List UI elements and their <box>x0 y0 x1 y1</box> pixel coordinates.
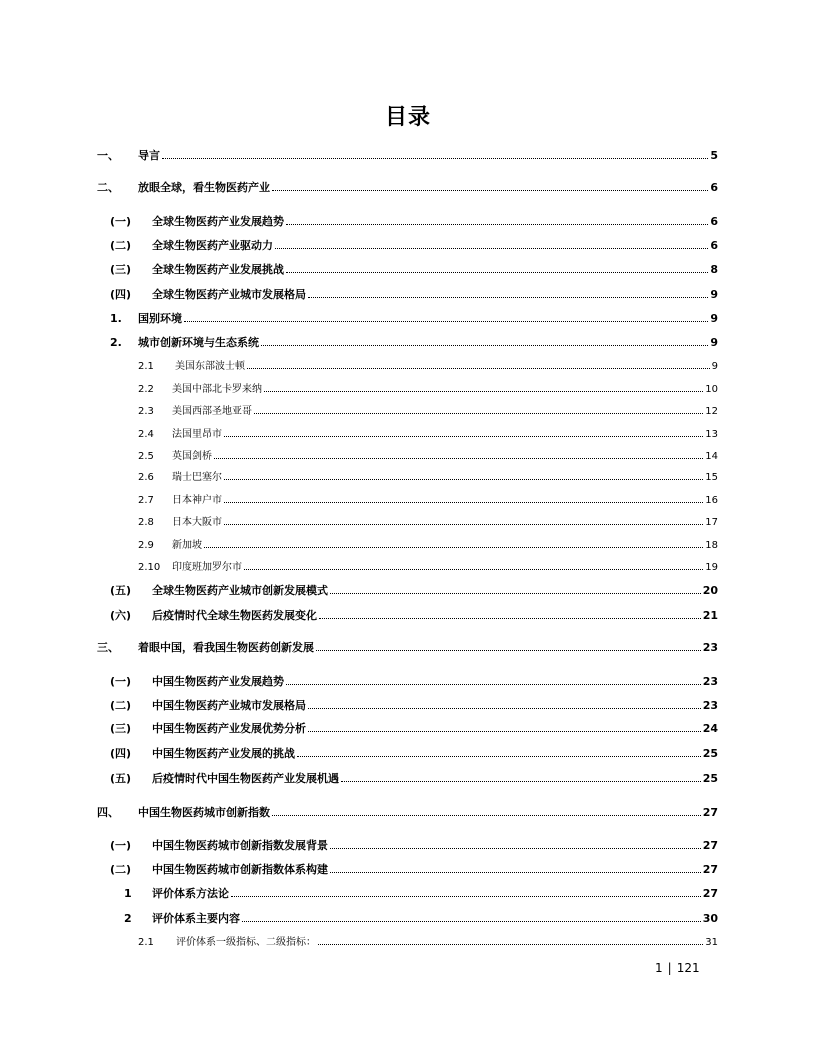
dot-leader <box>184 320 708 322</box>
toc-entry-label: 日本大阪市 <box>172 517 222 528</box>
dot-leader <box>242 920 701 922</box>
dot-leader <box>247 367 710 369</box>
dot-leader <box>319 617 701 619</box>
toc-entry[interactable] <box>0 261 816 279</box>
toc-entry-page: 10 <box>705 384 718 395</box>
toc-entry-label: 日本神户市 <box>172 495 222 506</box>
toc-entry-page: 27 <box>702 863 718 876</box>
toc-entry[interactable] <box>0 720 816 738</box>
toc-entry-number: 2.2 <box>138 384 154 395</box>
toc-entry-page: 8 <box>710 263 718 276</box>
toc-entry-page: 21 <box>702 609 718 622</box>
current-page-number: 1 <box>655 961 663 975</box>
toc-entry-page: 16 <box>705 495 718 506</box>
toc-entry-number: (三) <box>110 263 132 276</box>
toc-entry-number: (六) <box>110 609 132 622</box>
toc-entry[interactable] <box>0 770 816 788</box>
toc-entry-page: 14 <box>705 451 718 462</box>
toc-entry[interactable] <box>0 179 816 197</box>
toc-entry-label: 全球生物医药产业城市发展格局 <box>152 288 306 301</box>
toc-entry-label: 印度班加罗尔市 <box>172 562 242 573</box>
toc-entry-page: 27 <box>702 806 718 819</box>
toc-entry-page: 27 <box>702 887 718 900</box>
toc-entry-page: 18 <box>705 540 718 551</box>
toc-entry-label: 新加坡 <box>172 540 202 551</box>
toc-entry-number: (三) <box>110 722 132 735</box>
toc-entry-page: 23 <box>702 641 718 654</box>
toc-entry-page: 30 <box>702 912 718 925</box>
toc-entry-number: 2 <box>124 912 132 925</box>
toc-entry-page: 12 <box>705 406 718 417</box>
toc-entry-number: 2. <box>110 336 122 349</box>
toc-entry-number: 三、 <box>97 641 119 654</box>
dot-leader <box>261 344 708 346</box>
toc-entry-label: 着眼中国，看我国生物医药创新发展 <box>138 641 314 654</box>
dot-leader <box>318 943 703 945</box>
toc-entry[interactable] <box>0 804 816 822</box>
toc-entry-number: 2.4 <box>138 429 154 440</box>
toc-entry-label: 中国生物医药城市创新指数发展背景 <box>152 839 328 852</box>
toc-entry[interactable] <box>0 403 816 421</box>
toc-entry-page: 15 <box>705 472 718 483</box>
toc-entry-label: 瑞士巴塞尔 <box>172 472 222 483</box>
toc-entry[interactable] <box>0 448 816 466</box>
toc-entry-page: 9 <box>710 336 718 349</box>
dot-leader <box>297 755 701 757</box>
toc-entry[interactable] <box>0 469 816 487</box>
toc-entry-label: 中国生物医药城市创新指数 <box>138 806 270 819</box>
toc-entry[interactable] <box>0 639 816 657</box>
dot-leader <box>244 568 703 570</box>
dot-leader <box>272 189 708 191</box>
dot-leader <box>224 435 703 437</box>
page-separator: | <box>667 961 672 975</box>
toc-entry[interactable] <box>0 310 816 328</box>
toc-entry[interactable] <box>0 673 816 691</box>
toc-entry-label: 中国生物医药产业发展趋势 <box>152 675 284 688</box>
dot-leader <box>330 592 701 594</box>
toc-entry-number: 2.10 <box>138 562 161 573</box>
toc-entry-page: 17 <box>705 517 718 528</box>
toc-entry[interactable] <box>0 514 816 532</box>
toc-entry[interactable] <box>0 697 816 715</box>
toc-entry-label: 全球生物医药产业发展趋势 <box>152 215 284 228</box>
dot-leader <box>286 683 701 685</box>
toc-entry-number: 2.1 <box>138 361 154 372</box>
toc-entry-label: 全球生物医药产业驱动力 <box>152 239 273 252</box>
toc-entry-number: 一、 <box>97 149 119 162</box>
toc-entry-number: (一) <box>110 839 132 852</box>
toc-entry-number: (二) <box>110 863 132 876</box>
toc-entry-number: 2.9 <box>138 540 154 551</box>
toc-entry[interactable] <box>0 861 816 879</box>
toc-entry-page: 6 <box>710 239 718 252</box>
toc-entry-page: 19 <box>705 562 718 573</box>
page-title: 目录 <box>384 105 431 130</box>
toc-entry-number: 2.1 <box>138 937 154 948</box>
toc-entry-page: 24 <box>702 722 718 735</box>
toc-entry[interactable] <box>0 213 816 231</box>
dot-leader <box>308 296 708 298</box>
toc-entry[interactable] <box>0 910 816 928</box>
toc-entry-number: 四、 <box>97 806 119 819</box>
dot-leader <box>224 501 703 503</box>
toc-entry-number: 2.6 <box>138 472 154 483</box>
dot-leader <box>286 271 708 273</box>
toc-entry-page: 9 <box>710 288 718 301</box>
toc-entry-label: 英国剑桥 <box>172 451 212 462</box>
toc-entry-number: (一) <box>110 215 132 228</box>
toc-entry-label: 城市创新环境与生态系统 <box>138 336 259 349</box>
toc-entry-page: 9 <box>710 312 718 325</box>
toc-entry-page: 5 <box>710 149 718 162</box>
toc-entry-page: 13 <box>705 429 718 440</box>
toc-entry-number: (四) <box>110 288 132 301</box>
dot-leader <box>286 223 708 225</box>
toc-entry-label: 放眼全球，看生物医药产业 <box>138 181 270 194</box>
toc-entry-number: (二) <box>110 239 132 252</box>
toc-entry-number: 2.5 <box>138 451 154 462</box>
toc-entry-number: 1. <box>110 312 122 325</box>
toc-entry-number: (二) <box>110 699 132 712</box>
toc-entry-page: 25 <box>702 747 718 760</box>
toc-entry[interactable] <box>0 426 816 444</box>
toc-entry[interactable] <box>0 885 816 903</box>
dot-leader <box>224 523 703 525</box>
toc-entry-label: 后疫情时代中国生物医药产业发展机遇 <box>152 772 339 785</box>
toc-entry-label: 全球生物医药产业发展挑战 <box>152 263 284 276</box>
dot-leader <box>204 546 703 548</box>
page-footer <box>655 961 700 975</box>
toc-entry[interactable] <box>0 745 816 763</box>
dot-leader <box>214 457 703 459</box>
toc-entry-label: 美国中部北卡罗来纳 <box>172 384 262 395</box>
toc-entry-page: 9 <box>711 361 718 372</box>
dot-leader <box>341 780 701 782</box>
toc-entry-label: 美国东部波士顿 <box>175 361 245 372</box>
dot-leader <box>330 847 701 849</box>
toc-entry-label: 中国生物医药产业发展的挑战 <box>152 747 295 760</box>
dot-leader <box>308 707 701 709</box>
toc-entry[interactable] <box>0 147 816 165</box>
toc-entry[interactable] <box>0 934 816 952</box>
toc-entry[interactable] <box>0 381 816 399</box>
toc-entry-label: 中国生物医药产业发展优势分析 <box>152 722 306 735</box>
toc-entry[interactable] <box>0 537 816 555</box>
toc-entry-label: 导言 <box>138 149 160 162</box>
toc-entry-page: 27 <box>702 839 718 852</box>
toc-entry-page: 25 <box>702 772 718 785</box>
toc-entry-label: 评价体系方法论 <box>152 887 229 900</box>
toc-entry[interactable] <box>0 286 816 304</box>
toc-entry-number: 2.8 <box>138 517 154 528</box>
toc-entry-number: 二、 <box>97 181 119 194</box>
toc-entry-number: (一) <box>110 675 132 688</box>
dot-leader <box>272 814 701 816</box>
dot-leader <box>316 649 701 651</box>
toc-entry[interactable] <box>0 607 816 625</box>
dot-leader <box>162 157 708 159</box>
toc-entry-page: 6 <box>710 215 718 228</box>
dot-leader <box>275 247 708 249</box>
toc-entry[interactable] <box>0 334 816 352</box>
toc-entry-number: 1 <box>124 887 132 900</box>
toc-entry[interactable] <box>0 492 816 510</box>
toc-entry-number: (五) <box>110 772 132 785</box>
total-page-count: 121 <box>676 961 700 975</box>
dot-leader <box>231 895 701 897</box>
toc-entry-label: 中国生物医药城市创新指数体系构建 <box>152 863 328 876</box>
dot-leader <box>254 412 703 414</box>
toc-entry[interactable] <box>0 559 816 577</box>
dot-leader <box>224 478 703 480</box>
dot-leader <box>264 390 703 392</box>
toc-entry-label: 国别环境 <box>138 312 182 325</box>
dot-leader <box>330 871 701 873</box>
toc-entry[interactable] <box>0 237 816 255</box>
toc-entry-label: 法国里昂市 <box>172 429 222 440</box>
toc-entry-label: 中国生物医药产业城市发展格局 <box>152 699 306 712</box>
toc-entry-page: 23 <box>702 699 718 712</box>
toc-entry-number: (四) <box>110 747 132 760</box>
dot-leader <box>308 730 701 732</box>
toc-entry-label: 美国西部圣地亚哥 <box>172 406 252 417</box>
toc-entry[interactable] <box>0 837 816 855</box>
toc-entry-page: 23 <box>702 675 718 688</box>
toc-entry-label: 评价体系主要内容 <box>152 912 240 925</box>
toc-entry-label: 后疫情时代全球生物医药发展变化 <box>152 609 317 622</box>
toc-entry-label: 评价体系一级指标、二级指标： <box>176 937 316 948</box>
toc-entry[interactable] <box>0 582 816 600</box>
toc-entry-page: 20 <box>702 584 718 597</box>
toc-entry-number: 2.3 <box>138 406 154 417</box>
toc-entry-number: 2.7 <box>138 495 154 506</box>
toc-entry-number: (五) <box>110 584 132 597</box>
toc-entry-page: 31 <box>705 937 718 948</box>
toc-entry-page: 6 <box>710 181 718 194</box>
toc-entry[interactable] <box>0 358 816 376</box>
toc-entry-label: 全球生物医药产业城市创新发展模式 <box>152 584 328 597</box>
